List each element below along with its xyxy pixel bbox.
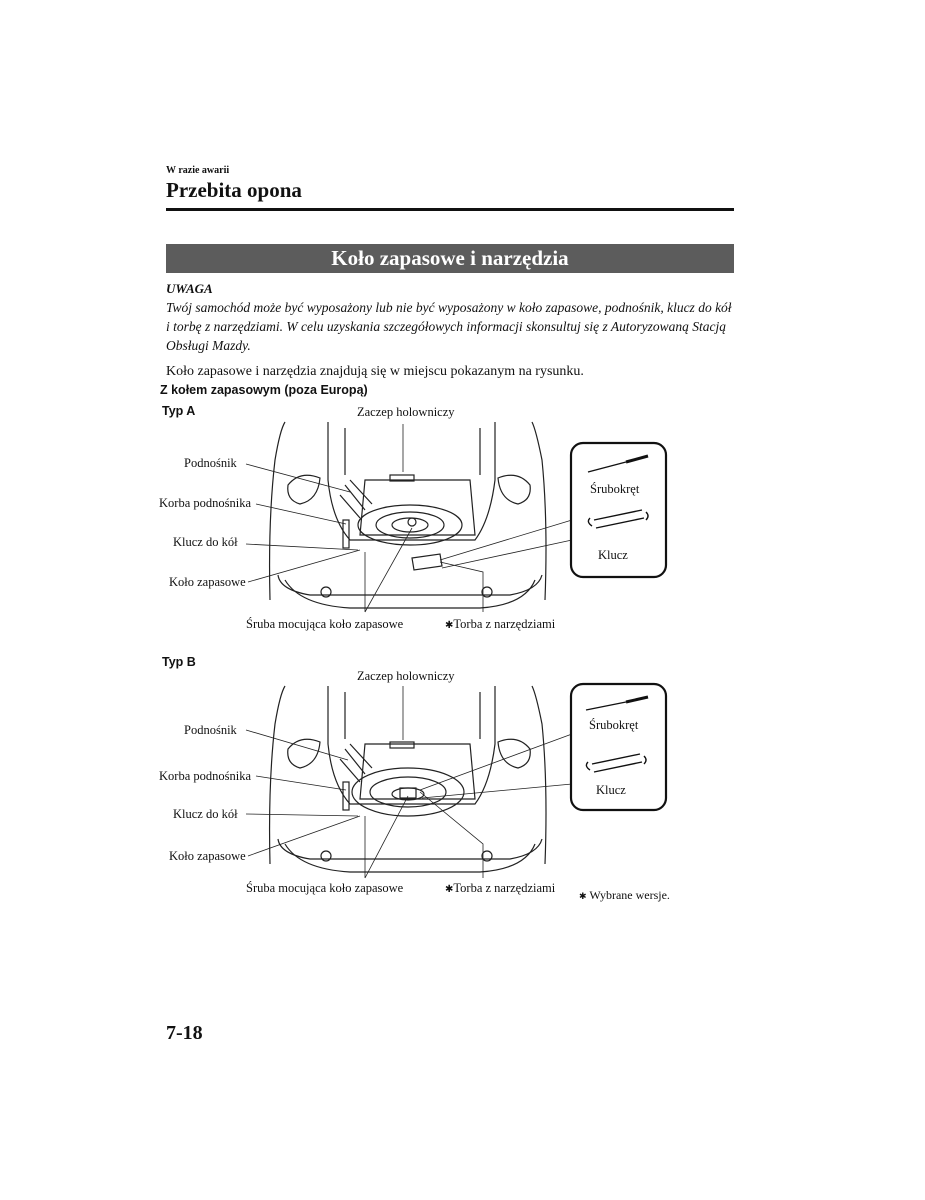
note-text: Twój samochód może być wyposażony lub nie być wyposażony w koło zapasowe, podnośnik, klucz do kół i torbę z narzędziami. W celu uzyskania szczegółowych informacji skonsultuj się z Autoryzowaną Stacją Obsługi Mazdy.: [166, 300, 732, 353]
tool-bag-label-b: ✱Torba z narzędziami: [445, 881, 556, 895]
car-trunk-illustration-a: [150, 400, 680, 640]
jack-handle-label-b: Korba podnośnika: [159, 769, 251, 783]
tool-bag-label-a: ✱Torba z narzędziami: [445, 617, 556, 631]
asterisk-icon: ✱: [445, 620, 454, 631]
page-title: Przebita opona: [166, 178, 302, 202]
note-heading: UWAGA: [166, 281, 213, 296]
asterisk-icon: ✱: [445, 884, 454, 895]
title-rule: [166, 208, 734, 211]
wrench-label-a: Klucz: [598, 548, 628, 562]
jack-handle-label-a: Korba podnośnika: [159, 496, 251, 510]
jack-label-b: Podnośnik: [184, 723, 237, 737]
spare-bolt-label-b: Śruba mocująca koło zapasowe: [246, 881, 404, 895]
asterisk-icon: ✱: [579, 891, 587, 901]
subheading: Z kołem zapasowym (poza Europą): [160, 383, 368, 397]
lug-wrench-label-a: Klucz do kół: [173, 535, 238, 549]
figure-type-a: [150, 400, 680, 640]
wrench-label-b: Klucz: [596, 783, 626, 797]
footnote: ✱ Wybrane wersje.: [579, 888, 670, 902]
type-a-label: Typ A: [162, 404, 196, 418]
section-banner: Koło zapasowe i narzędzia: [166, 244, 734, 273]
lug-wrench-label-b: Klucz do kół: [173, 807, 238, 821]
spare-bolt-label-a: Śruba mocująca koło zapasowe: [246, 617, 404, 631]
section-label: W razie awarii: [166, 165, 230, 176]
type-b-label: Typ B: [162, 655, 196, 669]
tow-hook-label-b: Zaczep holowniczy: [357, 669, 455, 683]
screwdriver-label-b: Śrubokręt: [589, 718, 639, 732]
jack-label-a: Podnośnik: [184, 456, 237, 470]
page-number: 7-18: [166, 1022, 203, 1044]
spare-tire-label-b: Koło zapasowe: [169, 849, 246, 863]
tow-hook-label-a: Zaczep holowniczy: [357, 405, 455, 419]
intro-text: Koło zapasowe i narzędzia znajdują się w miejscu pokazanym na rysunku.: [166, 364, 584, 379]
screwdriver-label-a: Śrubokręt: [590, 482, 640, 496]
spare-tire-label-a: Koło zapasowe: [169, 575, 246, 589]
